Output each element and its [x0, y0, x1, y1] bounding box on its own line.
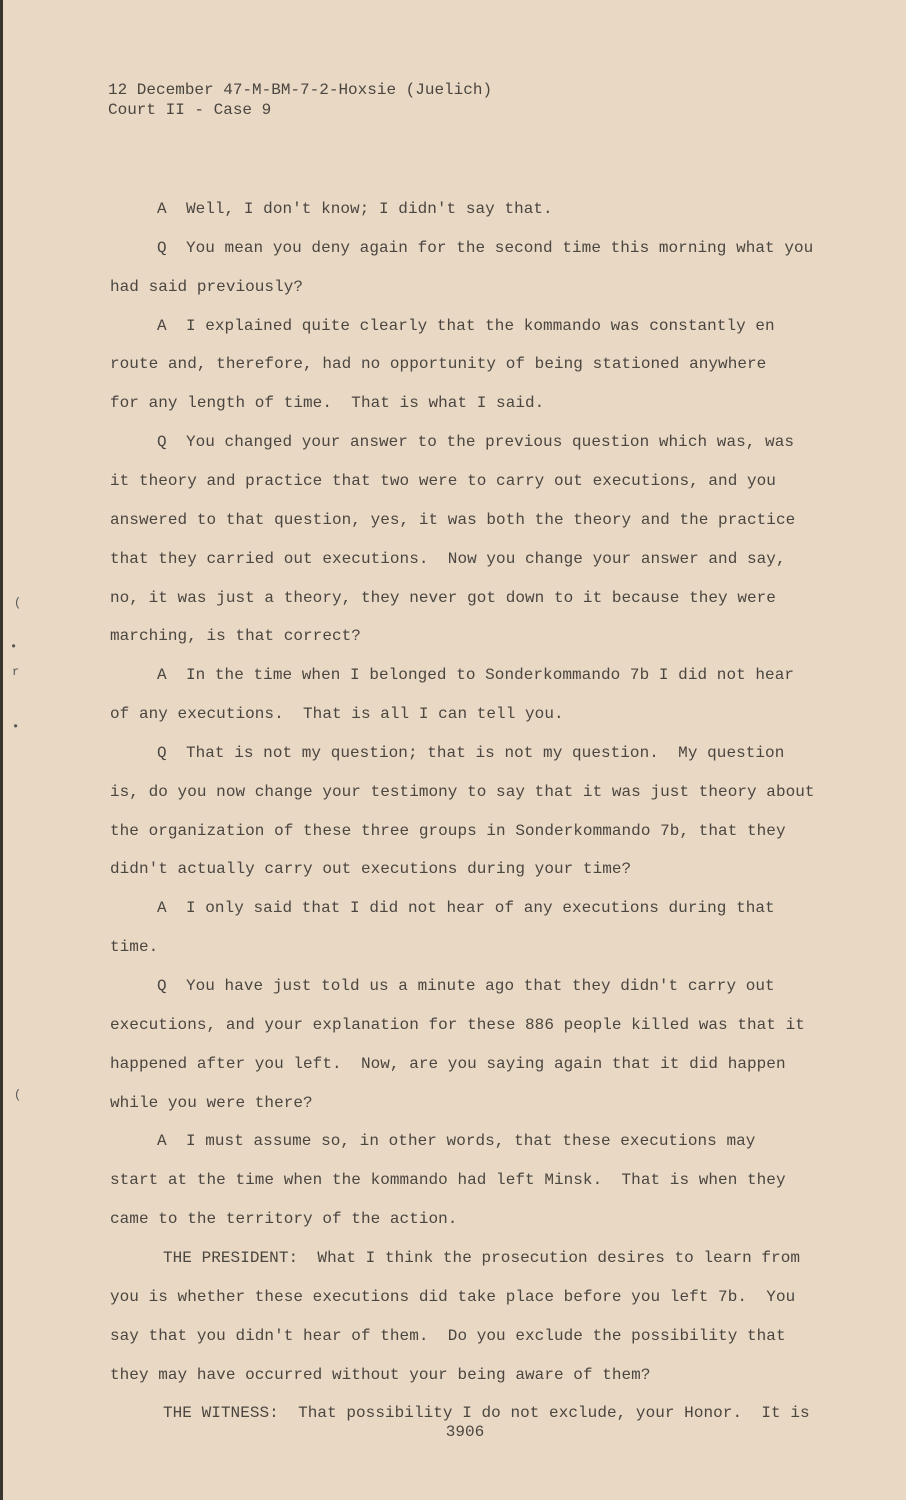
margin-mark: r [12, 665, 20, 679]
paragraph-line: is, do you now change your testimony to say that it was just theory about [110, 782, 815, 801]
paragraph-line: that they carried out executions. Now you change your answer and say, [110, 549, 786, 568]
document-header [108, 80, 492, 120]
margin-mark: ( [14, 1088, 22, 1102]
paragraph-first-line: THE WITNESS: That possibility I do not exclude, your Honor. It is [163, 1404, 810, 1423]
paragraph-line: executions, and your explanation for these 886 people killed was that it [110, 1015, 805, 1034]
paragraph-line: came to the territory of the action. [110, 1210, 458, 1229]
paragraph-line: marching, is that correct? [110, 627, 361, 646]
paragraph-first-line: A I only said that I did not hear of any executions during that [157, 899, 775, 918]
paragraph-first-line: THE PRESIDENT: What I think the prosecution desires to learn from [163, 1248, 801, 1267]
margin-mark: • [10, 640, 18, 654]
paragraph-first-line: Q That is not my question; that is not my question. My question [157, 743, 785, 762]
header-line-1: 12 December 47-M-BM-7-2-Hoxsie (Juelich) [108, 81, 493, 99]
paragraph-first-line: A I must assume so, in other words, that these executions may [157, 1132, 756, 1151]
paragraph-line: answered to that question, yes, it was both the theory and the practice [110, 510, 796, 529]
paragraph-line: of any executions. That is all I can tell you. [110, 705, 564, 724]
paragraph-first-line: Q You mean you deny again for the second time this morning what you [157, 238, 814, 257]
paragraph-line: no, it was just a theory, they never got down to it because they were [110, 588, 776, 607]
paragraph-line: had said previously? [110, 277, 304, 296]
paragraph-line: for any length of time. That is what I said. [110, 394, 545, 413]
paragraph-line: the organization of these three groups in Sonderkommando 7b, that they [110, 821, 786, 840]
paragraph-first-line: A I explained quite clearly that the kommando was constantly en [157, 316, 775, 335]
paragraph-line: happened after you left. Now, are you saying again that it did happen [110, 1054, 786, 1073]
paragraph-first-line: A Well, I don't know; I didn't say that. [157, 200, 553, 218]
paragraph-line: they may have occurred without your being aware of them? [110, 1365, 651, 1384]
paragraph-first-line: Q You changed your answer to the previous question which was, was [157, 433, 795, 452]
page-number: 3906 [445, 1423, 485, 1441]
paragraph-line: time. [110, 938, 159, 957]
paragraph-line: it theory and practice that two were to carry out executions, and you [110, 471, 776, 490]
paragraph-line: you is whether these executions did take place before you left 7b. You [110, 1287, 796, 1306]
page-edge [0, 0, 3, 1500]
margin-mark: ( [14, 596, 22, 610]
paragraph-first-line: Q You have just told us a minute ago that they didn't carry out [157, 977, 775, 995]
paragraph-line: didn't actually carry out executions during your time? [110, 860, 632, 879]
paragraph-line: say that you didn't hear of them. Do you exclude the possibility that [110, 1326, 786, 1345]
margin-mark: • [12, 720, 20, 734]
paragraph-line: start at the time when the kommando had left Minsk. That is when they [110, 1171, 786, 1190]
paragraph-line: route and, therefore, had no opportunity of being stationed anywhere [110, 355, 767, 374]
paragraph-first-line: A In the time when I belonged to Sonderkommando 7b I did not hear [157, 666, 795, 685]
header-line-2: Court II - Case 9 [108, 101, 272, 119]
paragraph-line: while you were there? [110, 1093, 313, 1112]
